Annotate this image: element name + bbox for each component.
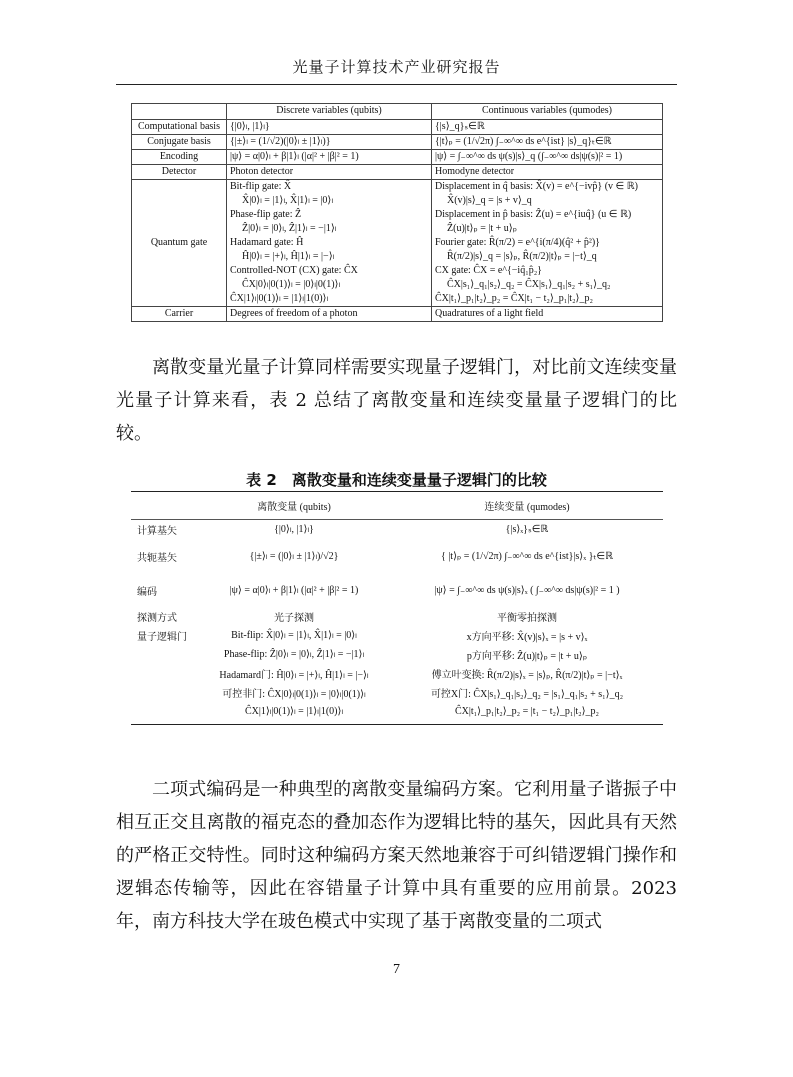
table2-discrete-cell: |ψ⟩ = α|0⟩ₗ + β|1⟩ₗ (|α|² + |β|² = 1) bbox=[229, 584, 359, 596]
table2-label-cell: 共轭基矢 bbox=[137, 552, 177, 564]
table2-discrete-cell: {|±⟩ₗ = (|0⟩ₗ ± |1⟩ₗ)/√2} bbox=[249, 550, 339, 562]
table1-cell-line: {|t⟩ₚ = (1/√2π) ∫₋∞^∞ ds e^{ist} |s⟩_q}ₜ∈ℝ bbox=[435, 136, 612, 147]
table1-row-label: Encoding bbox=[132, 150, 227, 165]
table1-row bbox=[132, 120, 663, 135]
table2-continuous-cell: 可控X门: ĈX|s₁⟩_q₁|s₂⟩_q₂ = |s₁⟩_q₁|s₂ + s₁⟩_q₂ bbox=[430, 689, 624, 700]
table1-continuous-cell bbox=[432, 307, 663, 322]
table1-header-cell: Discrete variables (qubits) bbox=[227, 104, 432, 120]
table1-discrete-cell bbox=[227, 120, 432, 135]
table2-label-cell: 量子逻辑门 bbox=[137, 632, 187, 643]
table2-label-cell: 编码 bbox=[137, 586, 157, 598]
table2-continuous-cell: x方向平移: X̂(v)|s⟩ₓ = |s + v⟩ₓ bbox=[466, 632, 588, 643]
table1-header-row bbox=[132, 104, 663, 120]
table2-discrete-cell: 光子探测 bbox=[274, 613, 314, 624]
table1-cell-line: Displacement in q̂ basis: X̂(v) = e^{−ivp̂} (v ∈ ℝ) bbox=[435, 181, 638, 192]
table2-row bbox=[131, 573, 663, 607]
table1-cell-line: Fourier gate: R̂(π/2) = e^{i(π/4)(q̂² + p̂²)} bbox=[435, 237, 600, 248]
table1-cell-line: {|s⟩_q}ₛ∈ℝ bbox=[435, 121, 485, 132]
table1-discrete-cell bbox=[227, 135, 432, 150]
table1-header-cell: Continuous variables (qumodes) bbox=[432, 104, 663, 120]
running-header: 光量子计算技术产业研究报告 bbox=[292, 58, 501, 76]
table1-cell-line: ĈX|s₁⟩_q₁|s₂⟩_q₂ = ĈX|s₁⟩_q₁|s₂ + s₁⟩_q₂ bbox=[447, 279, 611, 290]
table2-row bbox=[131, 683, 663, 702]
table1-cell-line: Hadamard gate: Ĥ bbox=[230, 237, 304, 248]
table1-continuous-cell bbox=[432, 135, 663, 150]
table1-cell-line: R̂(π/2)|s⟩_q = |s⟩ₚ, R̂(π/2)|t⟩ₚ = |−t⟩_q bbox=[447, 251, 597, 262]
table2-row bbox=[131, 539, 663, 573]
table2-continuous-cell: |ψ⟩ = ∫₋∞^∞ ds ψ(s)|s⟩ₓ ( ∫₋∞^∞ ds|ψ(s)|² = 1 ) bbox=[434, 584, 620, 596]
table2-discrete-cell: Hadamard门: Ĥ|0⟩ₗ = |+⟩ₗ, Ĥ|1⟩ₗ = |−⟩ₗ bbox=[219, 670, 369, 681]
table1-row-label: Conjugate basis bbox=[132, 135, 227, 150]
table1-cell-line: ĈX|t₁⟩_p₁|t₂⟩_p₂ = ĈX|t₁ − t₂⟩_p₁|t₂⟩_p₂ bbox=[435, 293, 593, 304]
table1-discrete-cell bbox=[227, 180, 432, 307]
table1-row bbox=[132, 165, 663, 180]
table2-label-cell: 探测方式 bbox=[137, 613, 177, 624]
table2-continuous-cell: {|s⟩ₓ}ₛ∈ℝ bbox=[505, 524, 549, 535]
table1-cell-line: Quadratures of a light field bbox=[435, 308, 544, 319]
paragraph-1: 离散变量光量子计算同样需要实现量子逻辑门，对比前文连续变量光量子计算来看，表 2 总结了离散变量和连续变量量子逻辑门的比较。 bbox=[116, 357, 677, 444]
table2-row bbox=[131, 607, 663, 626]
table2-continuous-cell: 平衡零拍探测 bbox=[497, 613, 557, 624]
table2-row bbox=[131, 702, 663, 725]
table1-discrete-cell bbox=[227, 307, 432, 322]
table1-cell-line: Degrees of freedom of a photon bbox=[230, 308, 358, 319]
table1-row bbox=[132, 135, 663, 150]
table2-label-cell bbox=[131, 683, 197, 702]
table1-cell-line: X̂|0⟩ₗ = |1⟩ₗ, X̂|1⟩ₗ = |0⟩ₗ bbox=[242, 195, 333, 206]
table1-cell-line: Controlled-NOT (CX) gate: ĈX bbox=[230, 265, 358, 276]
table2-continuous-cell: 傅立叶变换: R̂(π/2)|s⟩ₓ = |s⟩ₚ, R̂(π/2)|t⟩ₚ = |−t⟩ₓ bbox=[431, 670, 623, 681]
table2-row bbox=[131, 626, 663, 645]
page-number: 7 bbox=[393, 962, 400, 977]
table1-cell-line: Bit-flip gate: X̂ bbox=[230, 181, 292, 192]
table2-label-cell bbox=[131, 702, 197, 725]
header-rule bbox=[116, 84, 677, 85]
table1-row-label: Quantum gate bbox=[132, 180, 227, 307]
table1-row bbox=[132, 180, 663, 307]
table1-cell-line: Ĥ|0⟩ₗ = |+⟩ₗ, Ĥ|1⟩ₗ = |−⟩ₗ bbox=[242, 251, 335, 262]
table1-cell-line: Ẑ(u)|t⟩ₚ = |t + u⟩ₚ bbox=[447, 223, 517, 234]
table2-label-cell bbox=[131, 645, 197, 664]
table-2-caption: 表 2 离散变量和连续变量量子逻辑门的比较 bbox=[246, 471, 547, 489]
table2-discrete-cell: Bit-flip: X̂|0⟩ₗ = |1⟩ₗ, X̂|1⟩ₗ = |0⟩ₗ bbox=[231, 630, 357, 641]
table1-cell-line: Homodyne detector bbox=[435, 166, 515, 177]
table1-row-label: Carrier bbox=[132, 307, 227, 322]
table1-cell-line: {|±⟩ₗ = (1/√2)(|0⟩ₗ ± |1⟩ₗ)} bbox=[230, 136, 331, 147]
table1-cell-line: Displacement in p̂ basis: Ẑ(u) = e^{iuq̂} (u ∈ ℝ) bbox=[435, 209, 632, 220]
table1-continuous-cell bbox=[432, 180, 663, 307]
table2-header-empty bbox=[131, 492, 197, 520]
table1-cell-line: |ψ⟩ = α|0⟩ₗ + β|1⟩ₗ (|α|² + |β|² = 1) bbox=[230, 151, 359, 162]
table2-label-cell: 计算基矢 bbox=[137, 526, 177, 537]
paragraph-2: 二项式编码是一种典型的离散变量编码方案。它利用量子谐振子中相互正交且离散的福克态的叠加态作为逻辑比特的基矢，因此具有天然的严格正交特性。同时这种编码方案天然地兼容于可纠错逻辑门操作和逻辑态传输等，因此在容错量子计算中具有重要的应用前景。2023 年，南方科技大学在玻色模式中实现了基于离散变量的二项式 bbox=[116, 779, 677, 932]
table1-continuous-cell bbox=[432, 150, 663, 165]
table1-row bbox=[132, 150, 663, 165]
comparison-table bbox=[131, 491, 663, 725]
table2-row bbox=[131, 645, 663, 664]
table1-continuous-cell bbox=[432, 120, 663, 135]
table1-cell-line: Photon detector bbox=[230, 166, 294, 177]
table1-cell-line: ĈX|0⟩ₗ|0(1)⟩ₗ = |0⟩ₗ|0(1)⟩ₗ bbox=[242, 279, 341, 290]
table2-row bbox=[131, 520, 663, 540]
table2-continuous-cell: { |t⟩ₚ = (1/√2π) ∫₋∞^∞ ds e^{ist}|s⟩ₓ }ₜ∈ℝ bbox=[441, 550, 613, 562]
table1-discrete-cell bbox=[227, 150, 432, 165]
table1-cell-line: |ψ⟩ = ∫₋∞^∞ ds ψ(s)|s⟩_q (∫₋∞^∞ ds|ψ(s)|² = 1) bbox=[435, 151, 623, 162]
table1-cell-line: X̂(v)|s⟩_q = |s + v⟩_q bbox=[447, 195, 532, 206]
table2-label-cell bbox=[131, 664, 197, 683]
table1-cell-line: Ẑ|0⟩ₗ = |0⟩ₗ, Ẑ|1⟩ₗ = −|1⟩ₗ bbox=[242, 223, 337, 234]
qubit-qumode-table bbox=[131, 103, 663, 322]
table1-row-label: Computational basis bbox=[132, 120, 227, 135]
table1-cell-line: {|0⟩ₗ, |1⟩ₗ} bbox=[230, 121, 270, 132]
table2-discrete-cell: 可控非门: ĈX|0⟩ₗ|0(1)⟩ₗ = |0⟩ₗ|0(1)⟩ₗ bbox=[222, 689, 366, 700]
table1-cell-line: ĈX|1⟩ₗ|0(1)⟩ₗ = |1⟩ₗ|1(0)⟩ₗ bbox=[230, 293, 329, 304]
table2-row bbox=[131, 664, 663, 683]
table1-header-cell bbox=[132, 104, 227, 120]
table2-continuous-cell: p方向平移: Ẑ(u)|t⟩ₚ = |t + u⟩ₚ bbox=[466, 651, 588, 662]
table1-discrete-cell bbox=[227, 165, 432, 180]
table1-row-label: Detector bbox=[132, 165, 227, 180]
table1-continuous-cell bbox=[432, 165, 663, 180]
table2-discrete-cell: Phase-flip: Ẑ|0⟩ₗ = |0⟩ₗ, Ẑ|1⟩ₗ = −|1⟩ₗ bbox=[223, 649, 365, 660]
table2-discrete-cell: ĈX|1⟩ₗ|0(1)⟩ₗ = |1⟩ₗ|1(0)⟩ₗ bbox=[197, 702, 391, 725]
table2-continuous-cell: ĈX|t₁⟩_p₁|t₂⟩_p₂ = |t₁ − t₂⟩_p₁|t₂⟩_p₂ bbox=[391, 702, 663, 725]
table2-header-discrete: 离散变量 (qubits) bbox=[197, 492, 391, 520]
table1-cell-line: CX gate: ĈX = e^{−iq̂₁p̂₂} bbox=[435, 265, 542, 276]
table2-discrete-cell: {|0⟩ₗ, |1⟩ₗ} bbox=[274, 524, 314, 535]
table2-header-continuous: 连续变量 (qumodes) bbox=[391, 492, 663, 520]
table1-cell-line: Phase-flip gate: Ẑ bbox=[230, 209, 302, 220]
table1-row bbox=[132, 307, 663, 322]
